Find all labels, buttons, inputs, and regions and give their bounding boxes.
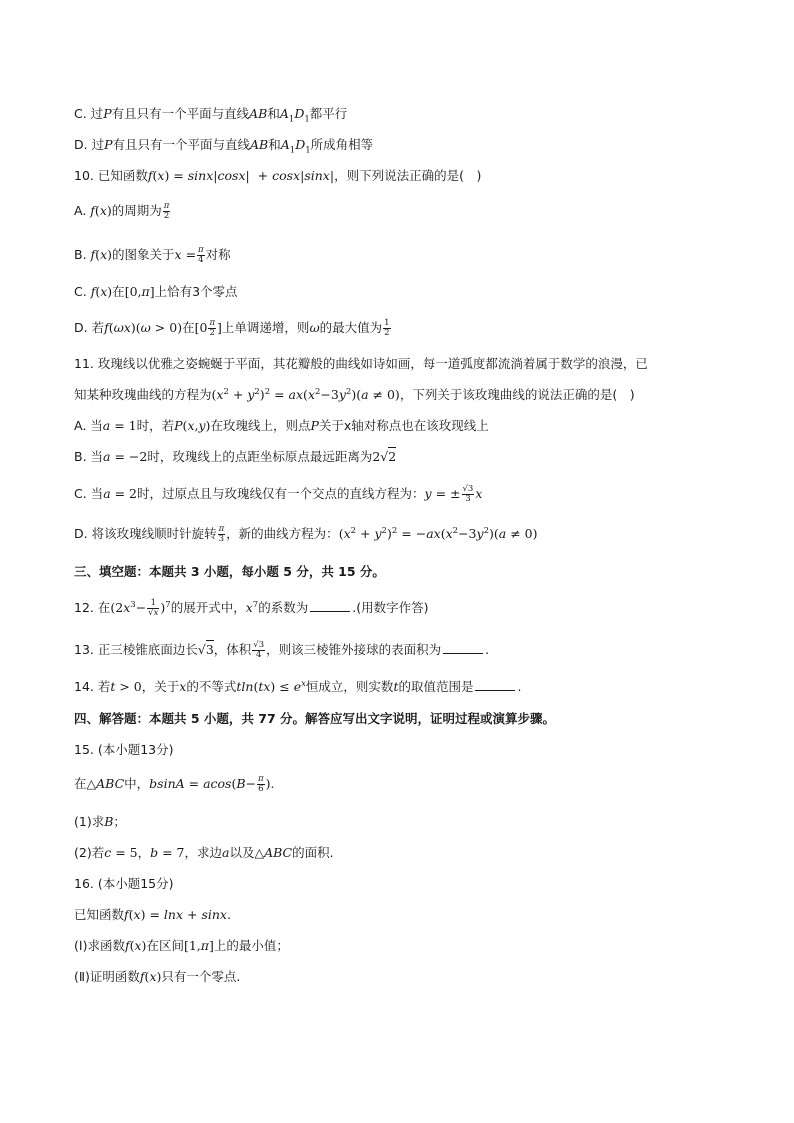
q16-head-text: 16. (本小题15分) bbox=[74, 876, 174, 891]
q11-b-post: 时，玫瑰线上的点距坐标原点最远距离为 bbox=[147, 449, 373, 464]
section-4-heading bbox=[74, 709, 555, 727]
q9-option-c: C. 过P有且只有一个平面与直线AB和$A_1D_1$都平行 bbox=[74, 106, 348, 125]
q11-option-c: C. 当a = 2时，过原点且与玫瑰线仅有一个交点的直线方程为：y = ± $\frac{√3}{3}$ x bbox=[74, 484, 483, 504]
q11-option-a: A. 当a = 1时，若P(x,y)在玫瑰线上，则点P关于x轴对称点也在该玫现线上 bbox=[74, 418, 489, 433]
q11-d-post: ，新的曲线方程为： bbox=[226, 526, 339, 541]
q16-stem-post: . bbox=[226, 907, 231, 922]
q16-stem: 已知函数f(x) = lnx + sinx. bbox=[74, 907, 231, 922]
q14-answer-blank[interactable] bbox=[475, 679, 515, 691]
q15-part1: (1)求B； bbox=[74, 814, 126, 829]
q14: 14. 若t > 0，关于x的不等式$tln(tx) \le e^x$恒成立，则实数t的取值范围是 . bbox=[74, 678, 522, 694]
q9-d-post: 所成角相等 bbox=[310, 137, 374, 152]
q11-c-pre: C. 当 bbox=[74, 486, 104, 501]
q11-d-pre: D. 将该玫瑰线顺时针旋转 bbox=[74, 526, 217, 541]
q10-c-pre: C. bbox=[74, 284, 91, 299]
q16-part2: (Ⅱ)证明函数f(x)只有一个零点. bbox=[74, 969, 241, 984]
q10-b-pre: B. bbox=[74, 247, 91, 262]
q12: 12. 在($2x^3-$ $\frac{1}{√x}$ )$^7$的展开式中，$x^7$的系数为 .(用数字作答) bbox=[74, 598, 429, 618]
section-4-desc: 本题共 5 小题，共 77 分。解答应写出文字说明，证明过程或演算步骤。 bbox=[149, 711, 556, 726]
q16-part1: (Ⅰ)求函数f(x)在区间[1,π]上的最小值； bbox=[74, 938, 289, 953]
q10-c-mid: 在 bbox=[112, 284, 125, 299]
q14-mid3: 恒成立，则实数 bbox=[305, 679, 394, 694]
q10-d-mid2: 上单调递增，则 bbox=[221, 320, 310, 335]
q11-a-pre: A. 当 bbox=[74, 418, 103, 433]
q11-b-pre: B. 当 bbox=[74, 449, 104, 464]
section-3-desc: 本题共 3 小题，每小题 5 分，共 15 分。 bbox=[149, 564, 385, 579]
q10-d-mid: 在 bbox=[182, 320, 195, 335]
q16-p2-post: 只有一个零点. bbox=[161, 969, 241, 984]
q10-d-pre: D. 若 bbox=[74, 320, 105, 335]
q11-option-b: B. 当a = −2时，玫瑰线上的点距坐标原点最远距离为2√2 bbox=[74, 449, 397, 464]
q12-pre: 12. 在 bbox=[74, 600, 111, 615]
q10-stem: 10. 已知函数f(x) = sinx|cosx| + cosx|sinx|，则下列说法正确的是( ) bbox=[74, 168, 482, 183]
q11-stem1: 11. 玫瑰线以优雅之姿蜿蜒于平面，其花瓣般的曲线如诗如画，每一道弧度都流淌着属于数学的浪漫，已 bbox=[74, 356, 648, 371]
section-3-heading bbox=[74, 562, 385, 580]
q10-option-d: D. 若f(ωx)(ω > 0)在[0 $\frac{\pi}{2}$ ]上单调递增，则ω的最大值为 $\frac{1}{2}$ bbox=[74, 318, 390, 338]
q16-p1-pre: (Ⅰ)求函数 bbox=[74, 938, 125, 953]
q15-head-text: 15. (本小题13分) bbox=[74, 742, 174, 757]
q10-b-post: 对称 bbox=[205, 247, 231, 262]
q9-option-d: D. 过P有且只有一个平面与直线AB和$A_1D_1$所成角相等 bbox=[74, 137, 374, 156]
q16-stem-pre: 已知函数 bbox=[74, 907, 125, 922]
q13-end: . bbox=[485, 642, 490, 657]
q13: 13. 正三棱锥底面边长√3，体积 $\frac{√3}{4}$ ，则该三棱锥外接球的表面积为 . bbox=[74, 640, 490, 660]
q9-c-post: 都平行 bbox=[309, 106, 348, 121]
section-3-title: 三、填空题： bbox=[74, 564, 150, 579]
q13-mid: ，体积 bbox=[213, 642, 252, 657]
q12-mid: 的展开式中， bbox=[170, 600, 246, 615]
q15-p2-mid2: 以及△ bbox=[229, 845, 265, 860]
q10-stem-post: ，则下列说法正确的是( ) bbox=[334, 168, 482, 183]
q11-stem2-pre: 知某种玫瑰曲线的方程为 bbox=[74, 387, 212, 402]
q15-p2-pre: (2)若 bbox=[74, 845, 105, 860]
q13-answer-blank[interactable] bbox=[443, 642, 483, 654]
q10-stem-pre: 10. 已知函数 bbox=[74, 168, 148, 183]
q15-p1-post: ； bbox=[113, 814, 126, 829]
q9-d-mid: 有且只有一个平面与直线 bbox=[112, 137, 251, 152]
q11-option-d: D. 将该玫瑰线顺时针旋转 $\frac{\pi}{3}$ ，新的曲线方程为：$(x^2 + y^2)^2 = -ax(x^2-3y^2)(a \ne 0)$ bbox=[74, 524, 538, 544]
q11-stem2-post: ，下列关于该玫瑰曲线的说法正确的是( ) bbox=[399, 387, 635, 402]
q15-stem: 在△ABC中，bsinA = acos(B− $\frac{\pi}{6}$ ). bbox=[74, 774, 275, 794]
q11-a-mid2: 在玫瑰线上，则点 bbox=[210, 418, 311, 433]
q15-head bbox=[74, 740, 174, 758]
q14-post: 的取值范围是 bbox=[398, 679, 474, 694]
q10-option-a: A. f(x)的周期为 $\frac{\pi}{2}$ bbox=[74, 201, 170, 221]
q11-stem-line2: 知某种玫瑰曲线的方程为$(x^2 + y^2)^2 = ax(x^2-3y^2)(a \ne 0)$，下列关于该玫瑰曲线的说法正确的是( ) bbox=[74, 386, 635, 402]
q9-c-pre: C. 过 bbox=[74, 106, 104, 121]
q12-answer-blank[interactable] bbox=[310, 600, 350, 612]
q9-c-and: 和 bbox=[267, 106, 280, 121]
q16-p1-post: 上的最小值； bbox=[213, 938, 289, 953]
q10-a-pre: A. bbox=[74, 203, 91, 218]
q14-mid2: 的不等式 bbox=[186, 679, 237, 694]
section-4-title: 四、解答题： bbox=[74, 711, 150, 726]
q11-stem-line1 bbox=[74, 354, 648, 372]
q11-a-post: 关于x轴对称点也在该玫现线上 bbox=[318, 418, 489, 433]
q13-pre: 13. 正三棱锥底面边长 bbox=[74, 642, 198, 657]
q10-b-mid: 的图象关于 bbox=[112, 247, 175, 262]
q9-c-mid: 有且只有一个平面与直线 bbox=[111, 106, 250, 121]
q15-p2-mid: ，求边 bbox=[184, 845, 223, 860]
q12-post: .(用数字作答) bbox=[352, 600, 429, 615]
q16-p1-mid: 在区间 bbox=[146, 938, 184, 953]
q16-head bbox=[74, 874, 174, 892]
q14-end: . bbox=[517, 679, 522, 694]
q10-d-post: 的最大值为 bbox=[319, 320, 383, 335]
q12-mid2: 的系数为 bbox=[258, 600, 309, 615]
q9-d-pre: D. 过 bbox=[74, 137, 105, 152]
q16-p2-pre: (Ⅱ)证明函数 bbox=[74, 969, 140, 984]
q15-p2-post: 的面积. bbox=[292, 845, 334, 860]
q9-d-and: 和 bbox=[268, 137, 281, 152]
q13-post: ，则该三棱锥外接球的表面积为 bbox=[266, 642, 442, 657]
q14-pre: 14. 若 bbox=[74, 679, 111, 694]
q10-a-mid: 的周期为 bbox=[111, 203, 162, 218]
q10-option-c: C. f(x)在[0,π]上恰有3个零点 bbox=[74, 284, 238, 299]
q15-stem-mid: 中， bbox=[124, 776, 150, 791]
q11-a-mid: 时，若 bbox=[136, 418, 175, 433]
q10-c-post: 上恰有3个零点 bbox=[154, 284, 238, 299]
q15-part2: (2)若c = 5，b = 7，求边a以及△ABC的面积. bbox=[74, 845, 334, 860]
q15-p1-pre: (1)求 bbox=[74, 814, 105, 829]
q14-mid: ，关于 bbox=[141, 679, 180, 694]
q10-option-b: B. f(x)的图象关于x = $\frac{\pi}{4}$ 对称 bbox=[74, 245, 231, 265]
q15-stem-pre: 在△ bbox=[74, 776, 97, 791]
q11-c-post: 时，过原点且与玫瑰线仅有一个交点的直线方程为： bbox=[137, 486, 425, 501]
